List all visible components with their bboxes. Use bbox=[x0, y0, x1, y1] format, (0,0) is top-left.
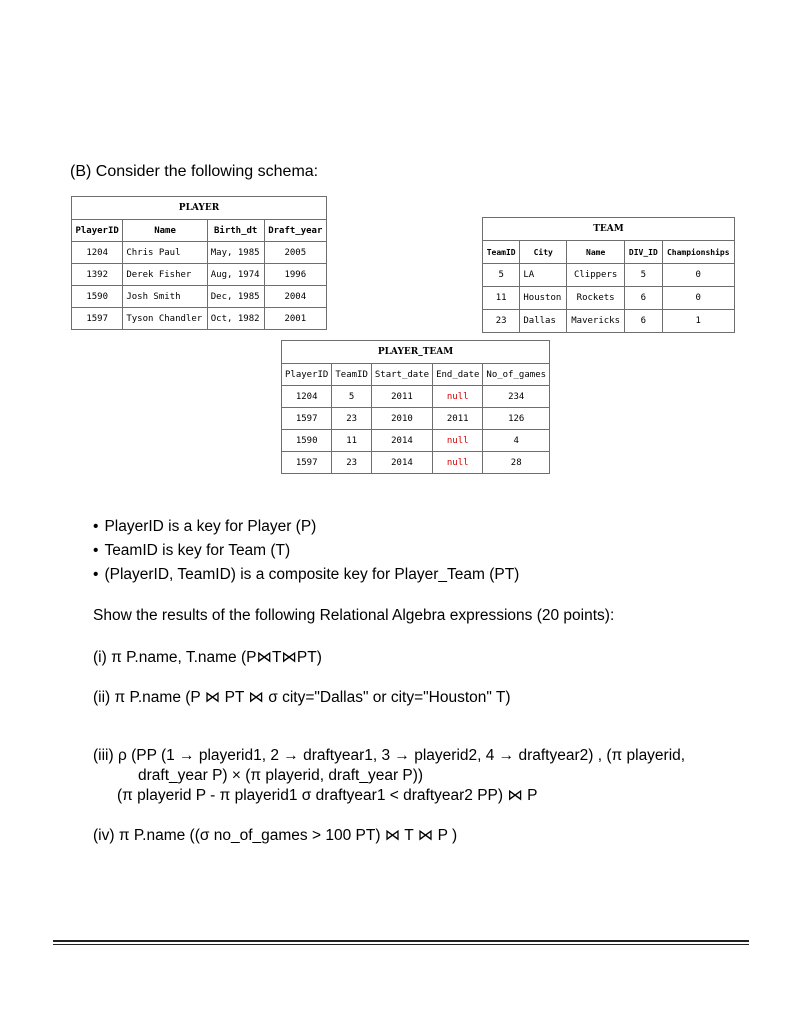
table-cell: Aug, 1974 bbox=[207, 264, 264, 286]
list-item: • TeamID is key for Team (T) bbox=[93, 539, 519, 563]
table-cell: May, 1985 bbox=[207, 242, 264, 264]
table-cell: Tyson Chandler bbox=[123, 308, 207, 330]
question-3-line-1: (iii) ρ (PP (1 → playerid1, 2 → draftyear1, 3 → playerid2, 4 → draftyear2) , (π playerid, bbox=[93, 747, 686, 764]
section-heading: (B) Consider the following schema: bbox=[70, 163, 319, 180]
table-cell: 1 bbox=[662, 310, 734, 333]
footer-rule-thin bbox=[53, 944, 749, 945]
table-cell: 2011 bbox=[433, 408, 483, 430]
table-cell: 6 bbox=[625, 310, 662, 333]
table-row bbox=[72, 242, 327, 264]
table-cell: 1204 bbox=[72, 242, 123, 264]
table-row bbox=[282, 452, 550, 474]
table-cell: Dec, 1985 bbox=[207, 286, 264, 308]
table-cell: 2011 bbox=[371, 386, 432, 408]
table-cell: 1996 bbox=[264, 264, 326, 286]
table-cell: Rockets bbox=[567, 287, 625, 310]
player-team-table-title: PLAYER_TEAM bbox=[281, 340, 550, 363]
column-header: City bbox=[520, 241, 567, 264]
table-cell: 1597 bbox=[282, 408, 332, 430]
column-header: End_date bbox=[433, 364, 483, 386]
table-cell: 234 bbox=[483, 386, 550, 408]
footer-rule bbox=[53, 940, 749, 942]
table-row bbox=[282, 430, 550, 452]
table-cell: 4 bbox=[483, 430, 550, 452]
table-cell: Derek Fisher bbox=[123, 264, 207, 286]
column-header: Start_date bbox=[371, 364, 432, 386]
column-header: TeamID bbox=[332, 364, 372, 386]
table-row bbox=[483, 287, 735, 310]
table-cell: 1204 bbox=[282, 386, 332, 408]
player-team-table bbox=[281, 340, 550, 474]
table-cell: Houston bbox=[520, 287, 567, 310]
table-row bbox=[72, 286, 327, 308]
table-cell: 0 bbox=[662, 287, 734, 310]
table-cell: 1590 bbox=[282, 430, 332, 452]
table-row bbox=[282, 386, 550, 408]
table-cell: Josh Smith bbox=[123, 286, 207, 308]
team-table-title: TEAM bbox=[482, 217, 735, 240]
table-cell: Mavericks bbox=[567, 310, 625, 333]
table-cell: Clippers bbox=[567, 264, 625, 287]
table-cell: Oct, 1982 bbox=[207, 308, 264, 330]
table-cell: 0 bbox=[662, 264, 734, 287]
table-cell: null bbox=[433, 430, 483, 452]
column-header: TeamID bbox=[483, 241, 520, 264]
table-header-row bbox=[72, 220, 327, 242]
player-table bbox=[71, 196, 327, 330]
question-1: (i) π P.name, T.name (P⋈T⋈PT) bbox=[93, 649, 322, 666]
table-cell: 2001 bbox=[264, 308, 326, 330]
table-cell: Dallas bbox=[520, 310, 567, 333]
table-cell: 23 bbox=[483, 310, 520, 333]
instructions: Show the results of the following Relational Algebra expressions (20 points): bbox=[93, 607, 615, 624]
table-row bbox=[72, 308, 327, 330]
list-item: • (PlayerID, TeamID) is a composite key for Player_Team (PT) bbox=[93, 563, 519, 587]
table-cell: null bbox=[433, 386, 483, 408]
list-item: • PlayerID is a key for Player (P) bbox=[93, 515, 519, 539]
table-cell: null bbox=[433, 452, 483, 474]
table-cell: 2004 bbox=[264, 286, 326, 308]
table-cell: 126 bbox=[483, 408, 550, 430]
table-header-row bbox=[282, 364, 550, 386]
question-3-line-2: draft_year P) × (π playerid, draft_year P)) bbox=[138, 767, 424, 784]
table-cell: LA bbox=[520, 264, 567, 287]
column-header: PlayerID bbox=[72, 220, 123, 242]
column-header: Draft_year bbox=[264, 220, 326, 242]
table-cell: 23 bbox=[332, 452, 372, 474]
column-header: Name bbox=[123, 220, 207, 242]
table-cell: 2014 bbox=[371, 430, 432, 452]
table-cell: 2005 bbox=[264, 242, 326, 264]
question-3 bbox=[93, 746, 685, 806]
question-2: (ii) π P.name (P ⋈ PT ⋈ σ city="Dallas" or city="Houston" T) bbox=[93, 689, 511, 706]
table-cell: 5 bbox=[332, 386, 372, 408]
table-row bbox=[483, 264, 735, 287]
table-cell: 1590 bbox=[72, 286, 123, 308]
table-header-row bbox=[483, 241, 735, 264]
table-cell: 5 bbox=[483, 264, 520, 287]
table-cell: 5 bbox=[625, 264, 662, 287]
table-cell: 2010 bbox=[371, 408, 432, 430]
table-row bbox=[483, 310, 735, 333]
table-cell: 1392 bbox=[72, 264, 123, 286]
table-cell: 2014 bbox=[371, 452, 432, 474]
column-header: Championships bbox=[662, 241, 734, 264]
table-row bbox=[72, 264, 327, 286]
column-header: No_of_games bbox=[483, 364, 550, 386]
question-4: (iv) π P.name ((σ no_of_games > 100 PT) ⋈ T ⋈ P ) bbox=[93, 827, 458, 844]
column-header: Name bbox=[567, 241, 625, 264]
column-header: Birth_dt bbox=[207, 220, 264, 242]
question-3-line-3: (π playerid P - π playerid1 σ draftyear1 < draftyear2 PP) ⋈ P bbox=[117, 787, 538, 804]
table-cell: 6 bbox=[625, 287, 662, 310]
table-cell: Chris Paul bbox=[123, 242, 207, 264]
column-header: DIV_ID bbox=[625, 241, 662, 264]
player-table-title: PLAYER bbox=[71, 196, 327, 219]
table-cell: 28 bbox=[483, 452, 550, 474]
table-cell: 11 bbox=[332, 430, 372, 452]
key-constraints-list bbox=[93, 515, 519, 587]
table-cell: 1597 bbox=[72, 308, 123, 330]
table-cell: 11 bbox=[483, 287, 520, 310]
table-cell: 1597 bbox=[282, 452, 332, 474]
column-header: PlayerID bbox=[282, 364, 332, 386]
table-row bbox=[282, 408, 550, 430]
team-table bbox=[482, 217, 735, 333]
table-cell: 23 bbox=[332, 408, 372, 430]
